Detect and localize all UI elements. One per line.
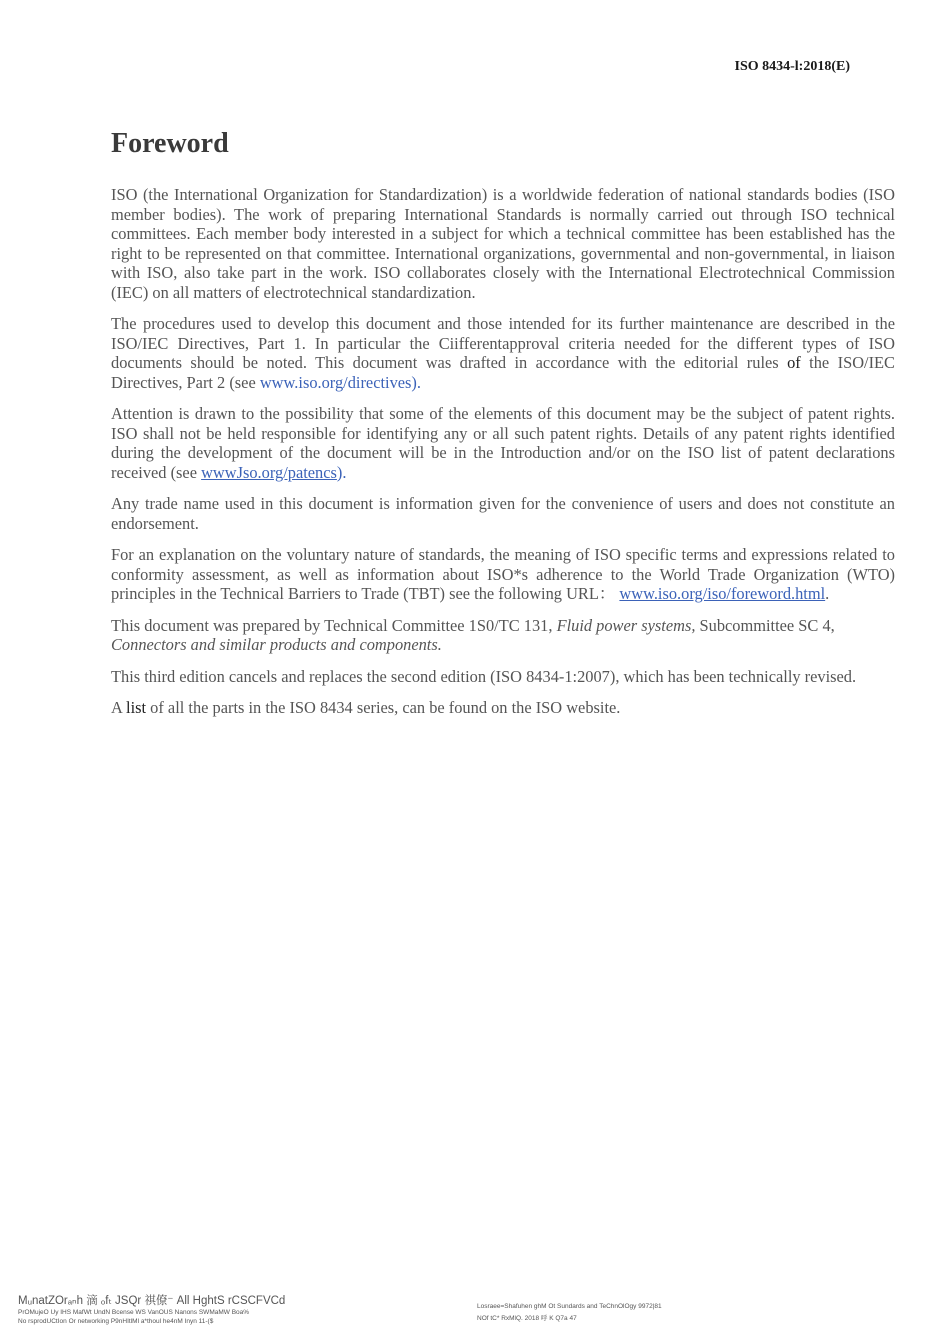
paragraph-series-text: A: [111, 698, 127, 717]
copyright-line-3: No rsprodUCtIon Or networking P9nHItlMl a*thoul he4nM Inyn 11-($: [18, 1318, 214, 1325]
subcommittee-title: Connectors and similar products and components.: [111, 635, 442, 654]
paragraph-edition: This third edition cancels and replaces the second edition (ISO 8434-1:2007), which has been technically revised.: [111, 666, 857, 686]
paragraph-committee-text: This document was prepared by Technical Committee 1S0/TC 131,: [111, 615, 557, 635]
paragraph-procedures-text-2: the ISO/IEC Directives, Part 2 (see: [111, 353, 895, 392]
paragraph-voluntary-nature: [111, 545, 895, 604]
paragraph-procedures: [111, 314, 895, 392]
paragraph-patent-text: Attention is drawn to the possibility that some of the elements of this document may be the subject of patent rights. ISO shall not be held responsible for identifying any or all such patent rights. Details of any patent rights identified during the development of the document will be in the Introduction and/or on the ISO list of patent declarations received (see: [111, 404, 895, 482]
license-footer: [477, 1301, 662, 1325]
paragraph-voluntary-text: For an explanation on the voluntary nature of standards, the meaning of ISO specific terms and expressions related to conformity assessment, as well as information about ISO*s adherence to the World Trade Organization (WTO) principles in the Technical Barriers to Trade (TBT) see the following URL：: [111, 545, 895, 603]
directives-link[interactable]: www.iso.org/directives).: [259, 372, 421, 392]
copyright-line-1: MᵤnatZOrₐₙh 滴 ₒfₜ JSQr 祺僚⁻ All HghtS rCSCFVCd: [18, 1295, 286, 1307]
license-line-1: Losraee=Shafuhen ghM Ot Sundards and TeChnOlOgy 9972|81: [477, 1303, 662, 1310]
paragraph-series-text-2: of all the parts in the ISO 8434 series, can be found on the ISO website.: [146, 698, 621, 717]
patents-link[interactable]: wwwJso.org/patencs: [201, 462, 337, 482]
paragraph-procedures-of: of: [787, 353, 801, 372]
license-line-2: NOf tC* RxMlQ. 2018 呼 K Q7a 47: [477, 1315, 577, 1322]
foreword-body: [111, 185, 895, 730]
paragraph-series-list-word: list: [126, 698, 147, 717]
foreword-link[interactable]: www.iso.org/iso/foreword.html: [619, 584, 826, 603]
paragraph-trade-name: Any trade name used in this document is information given for the convenience of users and does not constitute an endorsement.: [111, 494, 895, 533]
paragraph-series-list: [111, 698, 895, 718]
paragraph-patent-rights: [111, 404, 895, 482]
paragraph-committee-text-2: Subcommittee SC 4,: [695, 615, 835, 635]
paragraph-procedures-text: The procedures used to develop this document and those intended for its further maintenance are described in the ISO/IEC Directives, Part 1. In particular the Ciifferentapproval criteria needed for the different types of ISO documents should be noted. This document was drafted in accordance with the editorial rules: [111, 314, 895, 372]
paragraph-iso-intro: ISO (the International Organization for Standardization) is a worldwide federation of national standards bodies (ISO member bodies). The work of preparing International Standards is normally carried out through ISO technical committees. Each member body interested in a subject for which a technical committee has been established has the right to be represented on that committee. International organizations, governmental and non-governmental, in liaison with ISO, also take part in the work. ISO collaborates closely with the International Electrotechnical Commission (IEC) on all matters of electrotechnical standardization.: [111, 185, 895, 302]
document-identifier: ISO 8434-l:2018(E): [734, 59, 850, 74]
paragraph-voluntary-period: .: [825, 584, 830, 603]
copyright-line-2: PrOMujeO Uy IHS MafWt UndN Bcense WS VanOUS Nanons SWMaMW Boa%: [18, 1309, 250, 1316]
paragraph-committee: [111, 616, 895, 655]
page-title: Foreword: [111, 128, 229, 159]
patents-link-close: ).: [336, 462, 347, 482]
committee-title: Fluid power systems,: [556, 615, 696, 635]
copyright-footer: [18, 1295, 318, 1326]
